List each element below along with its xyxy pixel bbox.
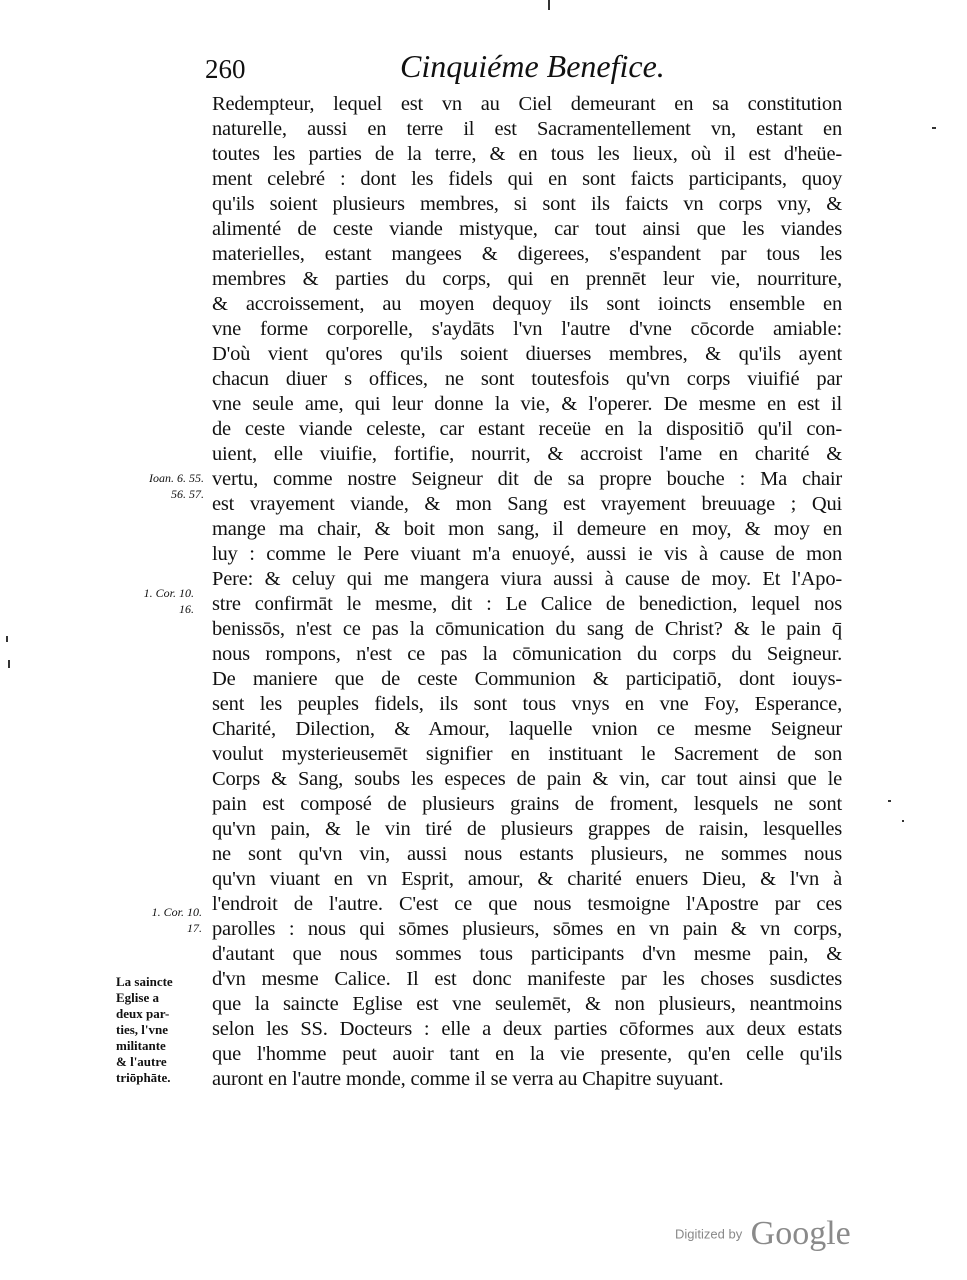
text-line: stre confirmāt le mesme, dit : Le Calice de benediction, lequel nos xyxy=(212,593,842,615)
text-line: pain est composé de plusieurs grains de froment, lesquels ne sont xyxy=(212,793,842,815)
text-line: ne sont qu'vn vin, aussi nous estants plusieurs, ne sommes nous xyxy=(212,843,842,865)
margin-note-line: 16. xyxy=(179,602,194,616)
text-line: ment celebré : dont les fidels qui en sont faicts participants, quoy xyxy=(212,168,842,190)
scan-speck xyxy=(6,636,8,642)
text-line: sent les peuples fidels, ils sont tous vnys en vne Foy, Esperance, xyxy=(212,693,842,715)
text-line: nous rompons, n'est ce pas la cōmunication du corps du Seigneur. xyxy=(212,643,842,665)
text-line: voulut mysterieusemēt signifier en instituant le Sacrement de son xyxy=(212,743,842,765)
text-line: de ceste viande celeste, car estant receüe en la dispositiō qu'il con- xyxy=(212,418,842,440)
text-line: chacun diuer s offices, ne sont toutesfois qu'vn corps viuifié par xyxy=(212,368,842,390)
digitized-watermark xyxy=(675,1215,851,1253)
text-line: alimenté de ceste viande mistyque, car tout ainsi que les viandes xyxy=(212,218,842,240)
margin-note-line: 17. xyxy=(187,921,202,935)
text-line: vne forme corporelle, s'aydāts l'vn l'autre d'vne cōcorde amiable: xyxy=(212,318,842,340)
text-line: & accroissement, au moyen dequoy ils sont ioincts ensemble en xyxy=(212,293,842,315)
text-line: selon les SS. Docteurs : elle a deux parties cōformes aux deux estats xyxy=(212,1018,842,1040)
text-line: qu'vn pain, & le vin tiré de plusieurs grappes de raisin, lesquelles xyxy=(212,818,842,840)
text-line: qu'ils soient plusieurs membres, si sont ils faicts vn corps vny, & xyxy=(212,193,842,215)
text-line: est vrayement viande, & mon Sang est vrayement breuuage ; Qui xyxy=(212,493,842,515)
text-line: parolles : nous qui sōmes plusieurs, sōmes en vn pain & vn corps, xyxy=(212,918,842,940)
text-line: materielles, estant mangees & digerees, s'espandent par tous les xyxy=(212,243,842,265)
text-line: d'autant que nous sommes tous participants d'vn mesme pain, & xyxy=(212,943,842,965)
text-line: benissōs, n'est ce pas la cōmunication du sang de Christ? & le pain q̄ xyxy=(212,618,842,640)
scan-speck xyxy=(8,660,10,668)
scan-speck xyxy=(548,0,550,10)
text-line: Redempteur, lequel est vn au Ciel demeurant en sa constitution xyxy=(212,93,842,115)
margin-note-line: 56. 57. xyxy=(171,487,204,501)
text-line: qu'vn viuant en vn Esprit, amour, & charité enuers Dieu, & l'vn à xyxy=(212,868,842,890)
text-line: vertu, comme nostre Seigneur dit de sa propre bouche : Ma chair xyxy=(212,468,842,490)
margin-note-line: 1. Cor. 10. xyxy=(151,905,202,919)
margin-note-cor-16 xyxy=(128,585,194,617)
margin-note-cor-17 xyxy=(128,904,202,936)
margin-note-john xyxy=(128,470,204,502)
text-line: Charité, Dilection, & Amour, laquelle vnion ce mesme Seigneur xyxy=(212,718,842,740)
text-line: naturelle, aussi en terre il est Sacramentellement vn, estant en xyxy=(212,118,842,140)
margin-note-line: & l'autre xyxy=(116,1054,167,1069)
text-line: auront en l'autre monde, comme il se verra au Chapitre suyuant. xyxy=(212,1068,724,1090)
running-title: Cinquiéme Benefice. xyxy=(400,48,665,84)
text-line: membres & parties du corps, qui en prennēt leur vie, nourriture, xyxy=(212,268,842,290)
page-number: 260 xyxy=(205,54,246,84)
page-header xyxy=(205,48,845,88)
scan-speck xyxy=(932,127,936,129)
margin-note-line: militante xyxy=(116,1038,166,1053)
margin-note-line: La saincte xyxy=(116,974,173,989)
text-line: vne seule ame, qui leur donne la vie, & l'operer. De mesme en est il xyxy=(212,393,842,415)
margin-note-line: deux par- xyxy=(116,1006,170,1021)
text-line: Pere: & celuy qui me mangera viura aussi à cause de moy. Et l'Apo- xyxy=(212,568,842,590)
text-line: uient, elle viuifie, fortifie, nourrit, & accroist l'ame en charité & xyxy=(212,443,842,465)
margin-note-line: Eglise a xyxy=(116,990,159,1005)
scan-speck xyxy=(902,820,904,822)
text-line: d'vn mesme Calice. Il est donc manifeste par les choses susdictes xyxy=(212,968,842,990)
margin-note-eglise xyxy=(116,974,200,1086)
text-line: l'endroit de l'autre. C'est ce que nous tesmoigne l'Apostre par ces xyxy=(212,893,842,915)
text-line: que la saincte Eglise est vne seulemēt, & non plusieurs, neantmoins xyxy=(212,993,842,1015)
text-line: luy : comme le Pere viuant m'a enuoyé, aussi ie vis à cause de mon xyxy=(212,543,842,565)
text-line: toutes les parties de la terre, & en tous les lieux, où il est d'heüe- xyxy=(212,143,842,165)
margin-note-line: Ioan. 6. 55. xyxy=(149,471,204,485)
scan-speck xyxy=(888,800,891,802)
margin-note-line: 1. Cor. 10. xyxy=(143,586,194,600)
margin-note-line: triōphāte. xyxy=(116,1070,171,1085)
text-line: D'où vient qu'ores qu'ils soient diuerses membres, & qu'ils ayent xyxy=(212,343,842,365)
margin-note-line: ties, l'vne xyxy=(116,1022,168,1037)
text-line: Corps & Sang, soubs les especes de pain & vin, car tout ainsi que le xyxy=(212,768,842,790)
text-line: mange ma chair, & boit mon sang, il demeure en moy, & moy en xyxy=(212,518,842,540)
google-logo: Google xyxy=(750,1215,851,1252)
text-line: De maniere que de ceste Communion & participatiō, dont iouys- xyxy=(212,668,842,690)
text-line: que l'homme peut auoir tant en la vie presente, qu'en celle qu'ils xyxy=(212,1043,842,1065)
digitized-by-label: Digitized by xyxy=(675,1226,743,1242)
body-text xyxy=(212,92,842,1092)
